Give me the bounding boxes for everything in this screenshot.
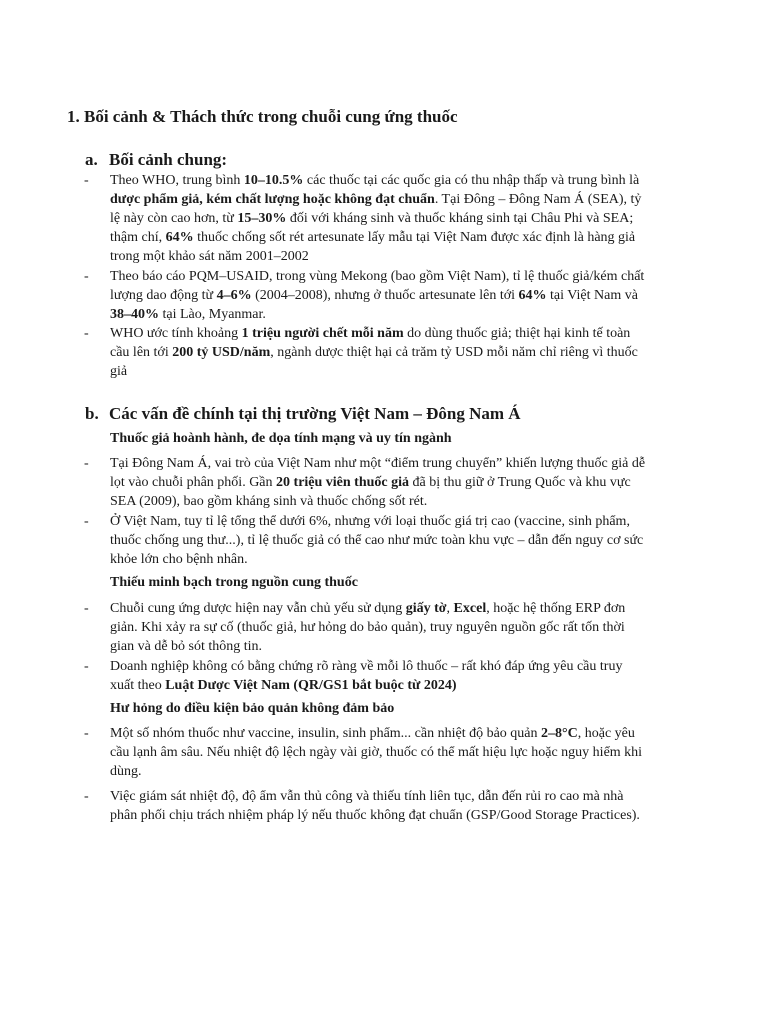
section-heading: 1. Bối cảnh & Thách thức trong chuỗi cung ứng thuốc: [67, 107, 458, 126]
list-item-text: Một số nhóm thuốc như vaccine, insulin, sinh phẩm... cần nhiệt độ bảo quản 2–8°C, hoặc yêu cầu lạnh âm sâu. Nếu nhiệt độ lệch ngày vài giờ, thuốc có thể mất hiệu lực hoặc nguy hiểm khi dùng.: [110, 726, 643, 779]
subsection-a-title: Bối cảnh chung:: [109, 150, 228, 169]
list-item-text: Theo báo cáo PQM–USAID, trong vùng Mekong (bao gồm Việt Nam), tỉ lệ thuốc giả/kém chất lượng dao động từ 4–6% (2004–2008), nhưng ở thuốc artesunate lên tới 64% tại Việt Nam và 38–40% tại Lào, Myanmar.: [110, 269, 645, 322]
list-item-text: Tại Đông Nam Á, vai trò của Việt Nam như một “điểm trung chuyển” khiến lượng thuốc giả dễ lọt vào chuỗi phân phối. Gần 20 triệu viên thuốc giả đã bị thu giữ ở Trung Quốc và khu vực SEA (2009), bao gồm kháng sinh và thuốc chống sốt rét.: [110, 456, 646, 509]
bullet-dash: -: [84, 789, 89, 804]
list-item-text: Việc giám sát nhiệt độ, độ ẩm vẫn thủ công và thiếu tính liên tục, dẫn đến rủi ro cao mà nhà phân phối chịu trách nhiệm pháp lý nếu thuốc không đạt chuẩn (GSP/Good Storage Practices).: [110, 789, 640, 823]
list-item-text: Ở Việt Nam, tuy tỉ lệ tổng thể dưới 6%, nhưng với loại thuốc giá trị cao (vaccine, sinh phẩm, thuốc chống ung thư...), tỉ lệ thuốc giả có thể cao như mức toàn khu vực – dẫn đến nguy cơ sức khỏe lớn cho bệnh nhân.: [110, 514, 644, 567]
group-heading: Thiếu minh bạch trong nguồn cung thuốc: [110, 575, 358, 590]
subsection-b-heading: [85, 404, 521, 424]
group-heading: Thuốc giả hoành hành, đe dọa tính mạng và uy tín ngành: [110, 431, 452, 446]
bullet-dash: -: [84, 173, 89, 188]
bullet-dash: -: [84, 269, 89, 284]
bullet-dash: -: [84, 514, 89, 529]
group-heading: Hư hỏng do điều kiện bảo quản không đảm bảo: [110, 701, 395, 716]
bullet-dash: -: [84, 456, 89, 471]
subsection-b-title: Các vấn đề chính tại thị trường Việt Nam – Đông Nam Á: [109, 404, 521, 423]
list-item-text: Chuỗi cung ứng dược hiện nay vẫn chủ yếu sử dụng giấy tờ, Excel, hoặc hệ thống ERP đơn giản. Khi xảy ra sự cố (thuốc giả, hư hỏng do bảo quản), truy nguyên nguồn gốc rất tốn thời gian và dễ bỏ sót thông tin.: [110, 601, 626, 654]
subsection-a-letter: a.: [85, 150, 98, 169]
subsection-b-letter: b.: [85, 404, 99, 423]
list-item-text: WHO ước tính khoảng 1 triệu người chết mỗi năm do dùng thuốc giả; thiệt hại kinh tế toàn cầu lên tới 200 tỷ USD/năm, ngành dược thiệt hại cả trăm tỷ USD mỗi năm chỉ riêng vì thuốc giả: [110, 326, 638, 379]
bullet-dash: -: [84, 601, 89, 616]
bullet-dash: -: [84, 326, 89, 341]
list-item-text: Doanh nghiệp không có bằng chứng rõ ràng về mỗi lô thuốc – rất khó đáp ứng yêu cầu truy xuất theo Luật Dược Việt Nam (QR/GS1 bắt buộc từ 2024): [110, 659, 623, 693]
bullet-dash: -: [84, 726, 89, 741]
bullet-dash: -: [84, 659, 89, 674]
list-item-text: Theo WHO, trung bình 10–10.5% các thuốc tại các quốc gia có thu nhập thấp và trung bình là dược phẩm giả, kém chất lượng hoặc không đạt chuẩn. Tại Đông – Đông Nam Á (SEA), tỷ lệ này còn cao hơn, từ 15–30% đối với kháng sinh và thuốc kháng sinh tại Châu Phi và SEA; thậm chí, 64% thuốc chống sốt rét artesunate lấy mẫu tại Việt Nam được xác định là hàng giả trong một khảo sát năm 2001–2002: [110, 173, 642, 264]
subsection-a-heading: [85, 150, 227, 170]
